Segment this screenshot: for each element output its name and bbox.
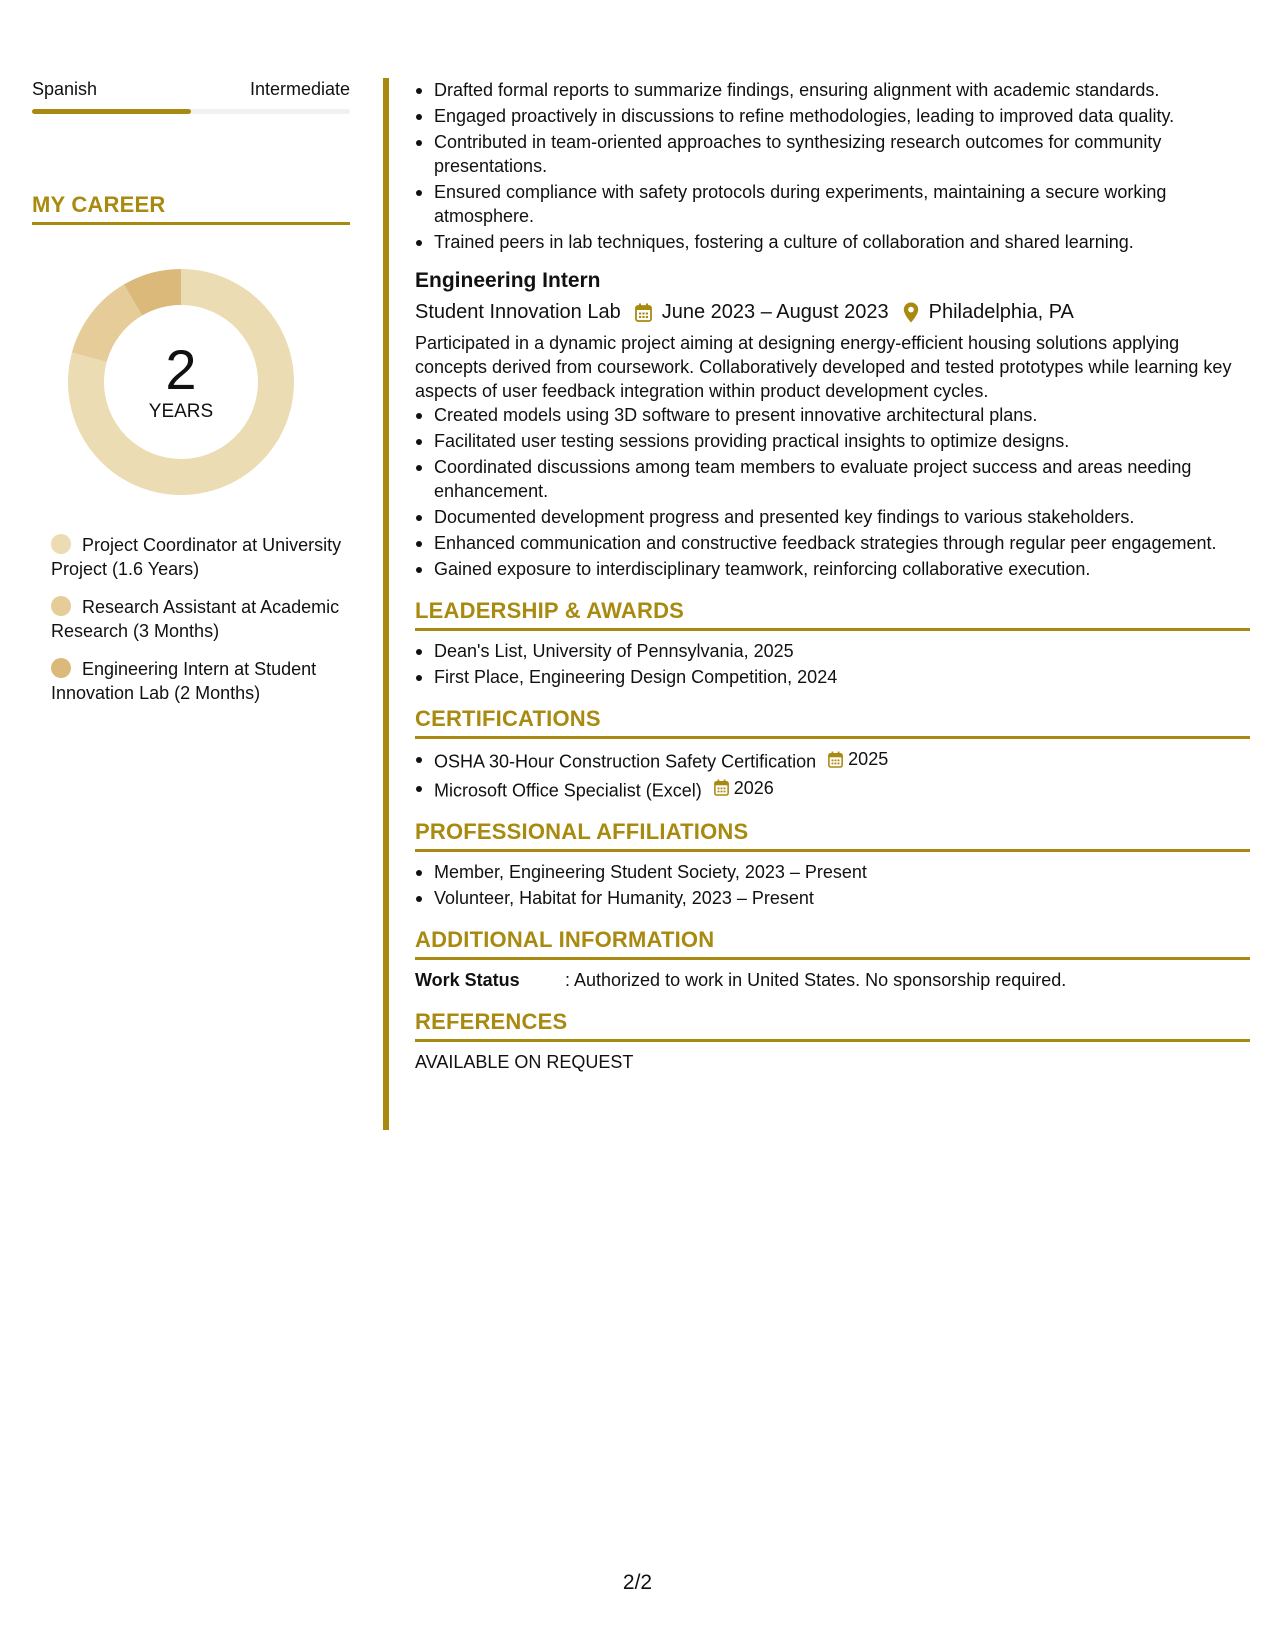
legend-dot xyxy=(51,658,71,678)
bullet-item: Trained peers in lab techniques, fostering a culture of collaboration and shared learning. xyxy=(415,230,1250,254)
legend-label: Project Coordinator at University Project (1.6 Years) xyxy=(51,535,342,579)
language-proficiency-bar xyxy=(32,109,350,114)
certification-year: 2025 xyxy=(848,749,889,769)
previous-job-bullets xyxy=(415,78,1250,254)
job-location: Philadelphia, PA xyxy=(928,301,1074,323)
references-section xyxy=(415,1009,1250,1074)
additional-info-title: ADDITIONAL INFORMATION xyxy=(415,927,715,952)
bullet-item: Coordinated discussions among team members to evaluate project success and areas needing enhancement. xyxy=(415,455,1250,503)
career-legend xyxy=(32,533,350,705)
certification-date xyxy=(828,747,888,771)
work-status-label: Work Status xyxy=(415,970,520,990)
bullet-item: Drafted formal reports to summarize findings, ensuring alignment with academic standards. xyxy=(415,78,1250,102)
career-donut-chart xyxy=(66,267,296,497)
bullet-item: Gained exposure to interdisciplinary teamwork, reinforcing collaborative execution. xyxy=(415,557,1250,581)
language-name: Spanish xyxy=(32,79,98,99)
certification-name: OSHA 30-Hour Construction Safety Certification xyxy=(434,751,817,772)
certifications-title: CERTIFICATIONS xyxy=(415,706,601,731)
section-rule xyxy=(415,628,1250,631)
certification-year: 2026 xyxy=(733,777,774,798)
legend-dot xyxy=(51,534,71,554)
section-rule xyxy=(415,957,1250,960)
bullet-item: Volunteer, Habitat for Humanity, 2023 – Present xyxy=(415,886,1250,910)
section-rule xyxy=(415,1039,1250,1042)
bullet-item: First Place, Engineering Design Competition, 2024 xyxy=(415,665,1250,689)
career-total-unit: YEARS xyxy=(148,401,214,422)
bullet-item: Dean's List, University of Pennsylvania, 2025 xyxy=(415,639,1250,663)
language-item xyxy=(32,78,350,114)
section-rule xyxy=(415,736,1250,739)
legend-item xyxy=(51,595,350,643)
legend-label: Engineering Intern at Student Innovation Lab (2 Months) xyxy=(51,659,317,703)
career-section-title: MY CAREER xyxy=(32,192,166,217)
job-title: Engineering Intern xyxy=(415,269,601,292)
affiliations-title: PROFESSIONAL AFFILIATIONS xyxy=(415,819,749,844)
job-dates: June 2023 – August 2023 xyxy=(661,301,889,323)
left-column xyxy=(32,78,350,719)
career-section-rule xyxy=(32,222,350,225)
calendar-icon xyxy=(635,303,652,322)
legend-dot xyxy=(51,596,71,616)
job-bullets xyxy=(415,403,1250,581)
references-text: AVAILABLE ON REQUEST xyxy=(415,1052,634,1072)
legend-label: Research Assistant at Academic Research (3 Months) xyxy=(51,597,340,641)
bullet-item: Member, Engineering Student Society, 2023 – Present xyxy=(415,860,1250,884)
bullet-item: Created models using 3D software to present innovative architectural plans. xyxy=(415,403,1250,427)
job-meta xyxy=(415,298,1250,326)
affiliations-list xyxy=(415,860,1250,910)
bullet-item: Documented development progress and presented key findings to various stakeholders. xyxy=(415,505,1250,529)
certification-item xyxy=(415,747,1250,774)
additional-info-section xyxy=(415,927,1250,992)
work-status-row xyxy=(415,968,1250,992)
section-rule xyxy=(415,849,1250,852)
language-proficiency-fill xyxy=(32,109,191,114)
leadership-list xyxy=(415,639,1250,689)
job-company: Student Innovation Lab xyxy=(415,301,621,323)
certification-date xyxy=(714,776,774,800)
certifications-list xyxy=(415,747,1250,802)
language-level: Intermediate xyxy=(249,79,350,99)
certifications-section xyxy=(415,706,1250,802)
work-status-value: : Authorized to work in United States. No sponsorship required. xyxy=(565,970,1067,990)
calendar-icon xyxy=(828,751,848,768)
bullet-item: Engaged proactively in discussions to refine methodologies, leading to improved data quality. xyxy=(415,104,1250,128)
certification-name: Microsoft Office Specialist (Excel) xyxy=(434,780,702,800)
bullet-item: Facilitated user testing sessions providing practical insights to optimize designs. xyxy=(415,429,1250,453)
certification-item xyxy=(415,776,1250,803)
donut-center xyxy=(66,267,296,497)
leadership-section xyxy=(415,598,1250,689)
references-title: REFERENCES xyxy=(415,1009,568,1034)
affiliations-section xyxy=(415,819,1250,910)
legend-item xyxy=(51,533,350,581)
bullet-item: Ensured compliance with safety protocols during experiments, maintaining a secure working atmosphere. xyxy=(415,180,1250,228)
leadership-title: LEADERSHIP & AWARDS xyxy=(415,598,685,623)
career-total-value: 2 xyxy=(165,338,197,401)
job-description: Participated in a dynamic project aiming at designing energy-efficient housing solutions applying concepts derived from coursework. Collaboratively developed and tested prototypes while learning key aspects of user feedback integration within product development cycles. xyxy=(415,333,1232,401)
job-entry xyxy=(415,267,1250,581)
right-column xyxy=(415,78,1250,1074)
bullet-item: Contributed in team-oriented approaches to synthesizing research outcomes for community presentations. xyxy=(415,130,1250,178)
map-pin-icon xyxy=(903,302,919,323)
language-row xyxy=(32,78,350,100)
legend-item xyxy=(51,657,350,705)
calendar-icon xyxy=(714,779,734,796)
page-number: 2/2 xyxy=(622,1571,653,1594)
column-divider xyxy=(383,78,389,1130)
bullet-item: Enhanced communication and constructive feedback strategies through regular peer engagement. xyxy=(415,531,1250,555)
